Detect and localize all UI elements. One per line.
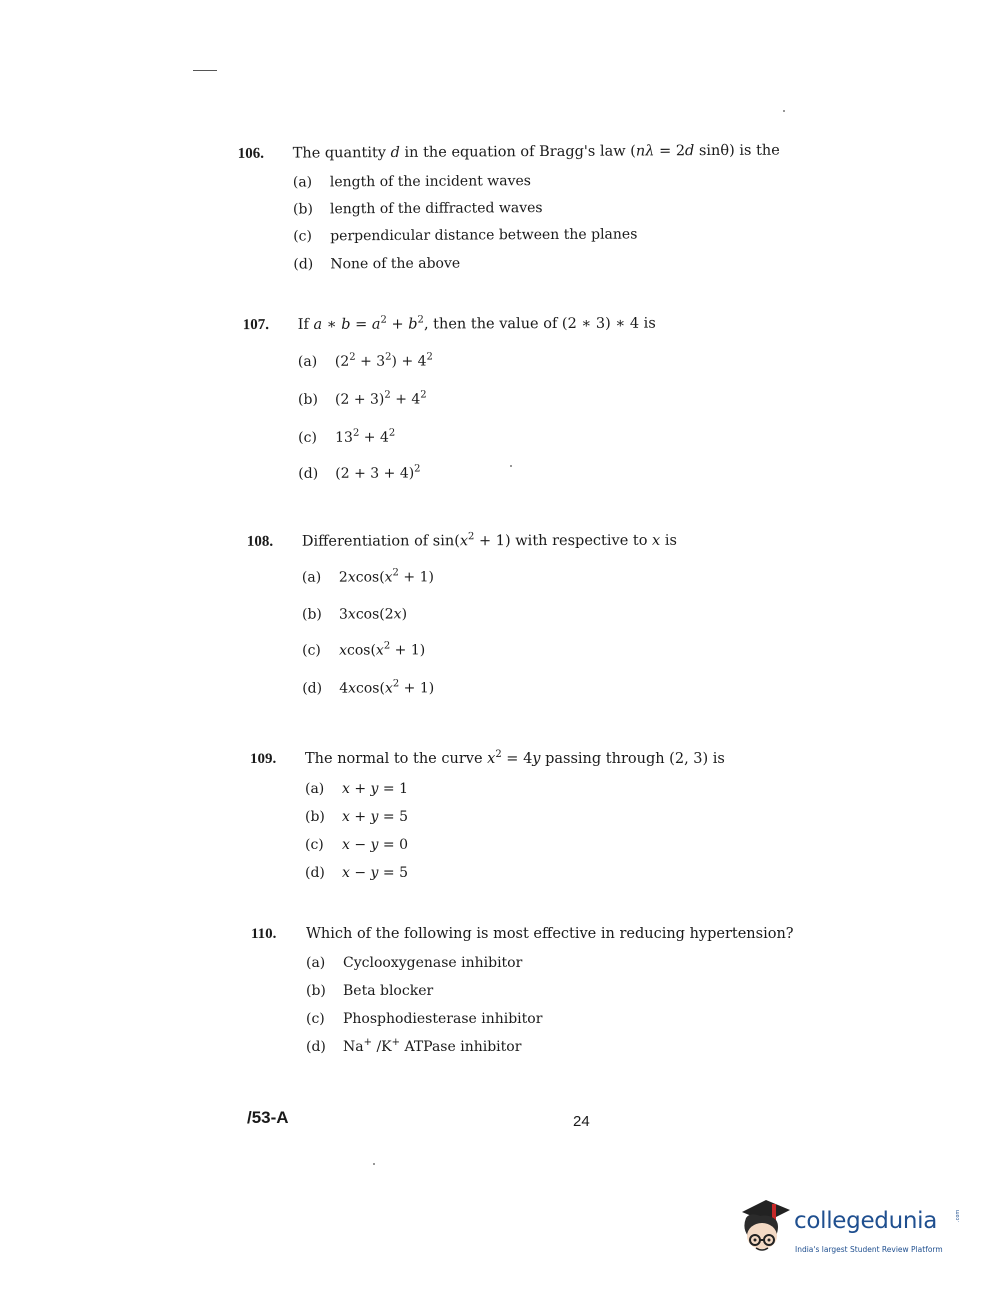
question-number: 110. <box>251 926 277 942</box>
question-number: 106. <box>237 145 264 162</box>
option-a: (a) $(2^2 + 3^2) + 4^2$ <box>297 351 433 370</box>
question-108 <box>247 532 867 697</box>
option-c: (c) $xcos(x^2 + 1)$ <box>302 640 426 659</box>
question-number: 107. <box>242 316 270 334</box>
question-number: 109. <box>250 751 277 767</box>
option-b: (b) Beta blocker <box>306 983 434 999</box>
scan-speck <box>373 1163 375 1165</box>
question-stem: If a ∗ $b = a^2 + b^2$, then the value of (2 ∗ 3) ∗ 4 is <box>297 314 656 333</box>
question-110 <box>251 926 871 1055</box>
option-d: (d) None of the above <box>293 255 461 273</box>
paper-code: /53-A <box>247 1108 289 1127</box>
collegedunia-watermark <box>736 1196 961 1266</box>
option-c: (c) perpendicular distance between the planes <box>293 226 638 245</box>
option-c: (c) x − y = 0 <box>305 837 409 853</box>
option-b: (b) length of the diffracted waves <box>292 200 543 218</box>
option-d: (d) $(2 + 3 + 4)^2$ <box>298 463 421 482</box>
option-d: (d) Na+ /K+ ATPase inhibitor <box>306 1037 522 1055</box>
option-a: (a) x + y = 1 <box>305 781 409 797</box>
brand-suffix: .com <box>955 1209 961 1222</box>
option-c: (c) $13^2 + 4^2$ <box>298 427 396 446</box>
mascot-icon <box>736 1196 794 1258</box>
option-b: (b) $(2 + 3)^2 + 4^2$ <box>297 389 427 408</box>
question-106 <box>238 142 859 273</box>
brand-tagline: India's largest Student Review Platform <box>795 1245 943 1254</box>
question-stem: Which of the following is most effective in reducing hypertension? <box>306 926 794 942</box>
option-b: (b) x + y = 5 <box>305 809 409 825</box>
question-stem: The normal to the curve $x^2 = 4y$ passing through (2, 3) is <box>305 749 725 767</box>
question-109 <box>250 751 870 881</box>
option-a: (a) length of the incident waves <box>292 173 532 191</box>
option-c: (c) Phosphodiesterase inhibitor <box>306 1011 543 1027</box>
option-a: (a) Cyclooxygenase inhibitor <box>306 955 523 971</box>
question-stem: The quantity d in the equation of Bragg's law (nλ = 2d sinθ) is the <box>292 142 780 162</box>
option-b: (b) 3xcos(2x) <box>301 606 408 623</box>
scan-mark <box>193 70 217 71</box>
brand-name: collegedunia <box>794 1208 938 1234</box>
question-number: 108. <box>246 533 274 550</box>
option-d: (d) x − y = 5 <box>305 865 409 881</box>
option-a: (a) $2xcos(x^2 + 1)$ <box>301 567 434 586</box>
option-d: (d) $4xcos(x^2 + 1)$ <box>302 678 435 697</box>
page-number: 24 <box>573 1113 590 1130</box>
question-107 <box>243 315 864 482</box>
question-stem: Differentiation of $\sin(x^2 + 1)$ with respective to x is <box>301 531 677 550</box>
scan-speck <box>783 110 785 112</box>
